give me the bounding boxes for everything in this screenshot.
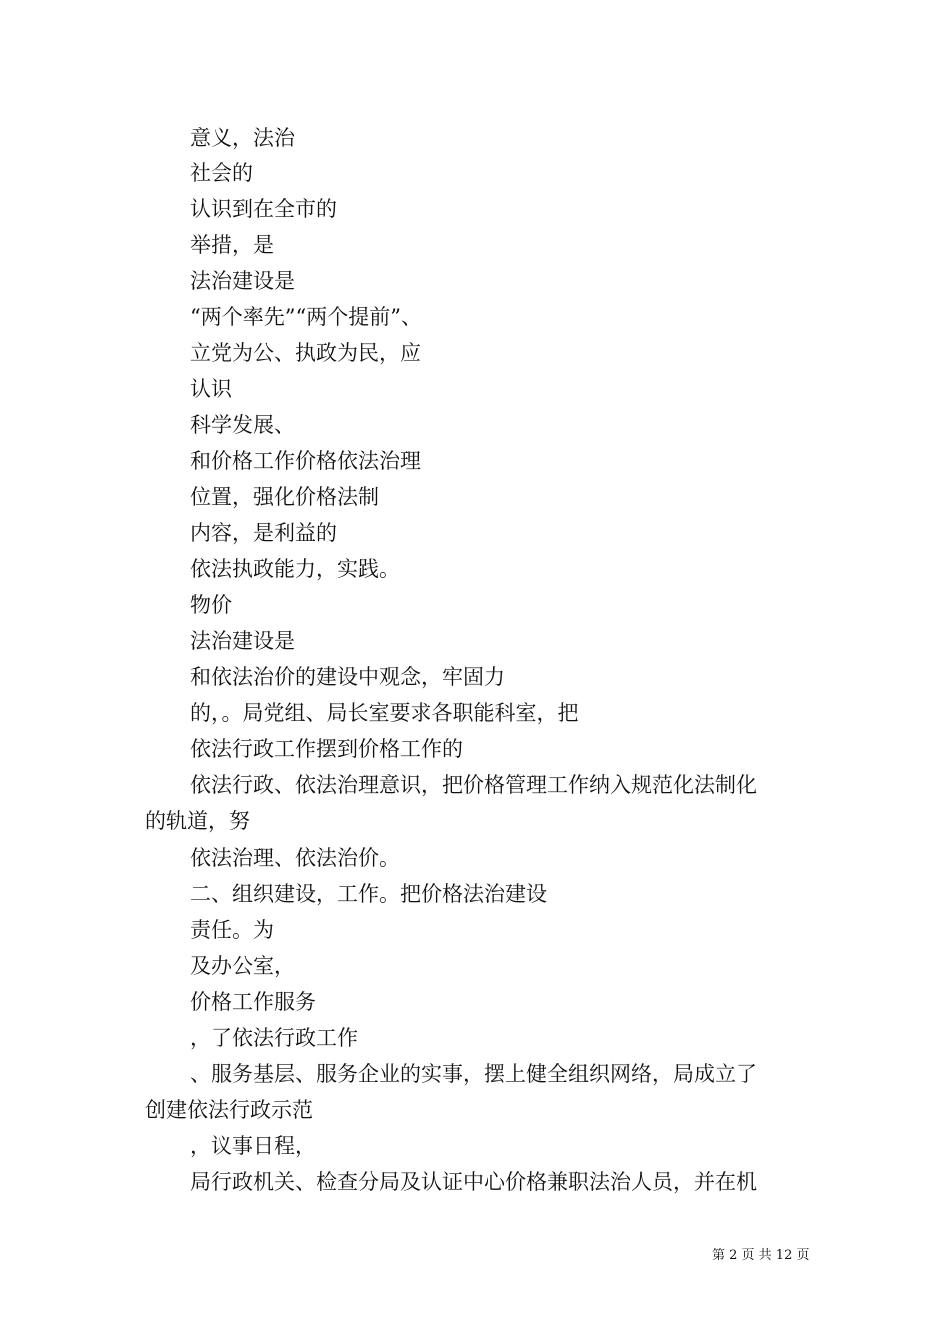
text-line: 二、组织建设，工作。把价格法治建设: [190, 882, 547, 906]
text-line: 、服务基层、服务企业的实事，摆上健全组织网络，局成立了: [190, 1062, 757, 1086]
text-line: 意义，法治: [190, 126, 295, 150]
text-line: 局行政机关、检查分局及认证中心价格兼职法治人员，并在机: [190, 1170, 757, 1194]
text-line: 认识到在全市的: [190, 197, 337, 221]
text-line: 价格工作服务: [190, 990, 316, 1014]
text-line: 依法治理、依法治价。: [190, 846, 400, 870]
text-line: 的轨道，努: [145, 809, 250, 833]
text-line: 依法执政能力，实践。: [190, 557, 400, 581]
text-line: 科学发展、: [190, 413, 295, 437]
text-line: 认识: [190, 377, 232, 401]
text-line: 和依法治价的建设中观念，牢固力: [190, 665, 505, 689]
text-line: 内容，是利益的: [190, 521, 337, 545]
text-line: 依法行政、依法治理意识，把价格管理工作纳入规范化法制化: [190, 773, 757, 797]
text-line: 的，。局党组、局长室要求各职能科室，把: [190, 701, 579, 725]
text-line: 法治建设是: [190, 269, 295, 293]
text-line: 立党为公、执政为民，应: [190, 341, 421, 365]
text-line: 位置，强化价格法制: [190, 485, 379, 509]
text-line: 创建依法行政示范: [145, 1098, 313, 1122]
text-line: 责任。为: [190, 918, 274, 942]
text-line: 和价格工作价格依法治理: [190, 449, 421, 473]
text-line: 及办公室，: [190, 954, 295, 978]
text-line: 社会的: [190, 161, 253, 185]
text-line: 物价: [190, 593, 232, 617]
text-line: 举措，是: [190, 233, 274, 257]
text-line: “两个率先”“两个提前”、: [190, 305, 422, 329]
page-number-footer: 第 2 页 共 12 页: [712, 1248, 810, 1263]
text-line: ，议事日程，: [190, 1134, 316, 1158]
text-line: 依法行政工作摆到价格工作的: [190, 737, 463, 761]
text-line: 法治建设是: [190, 629, 295, 653]
text-line: ，了依法行政工作: [190, 1026, 358, 1050]
